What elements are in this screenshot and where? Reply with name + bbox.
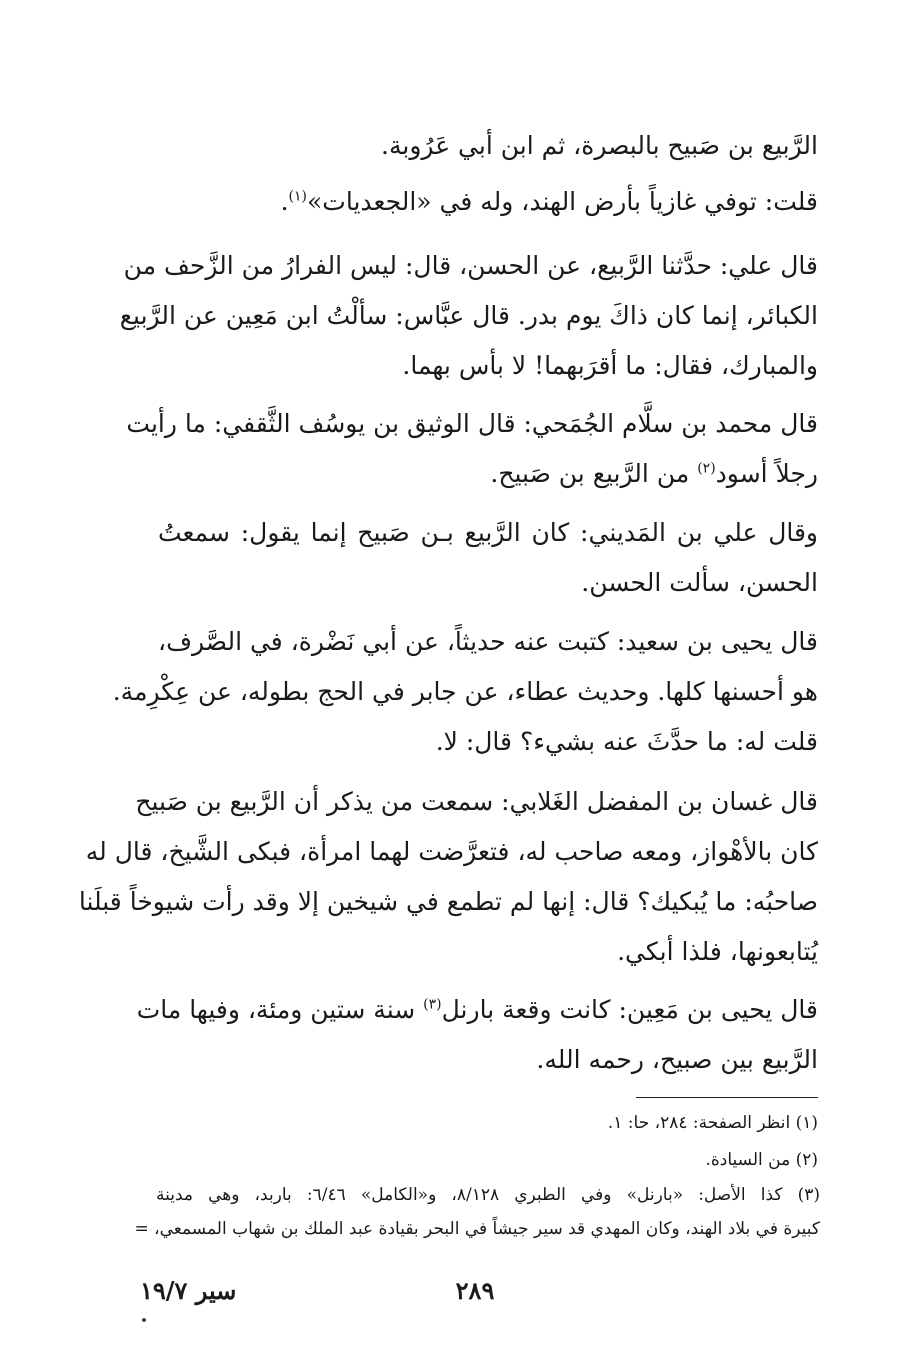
text-line: [136, 993, 818, 1027]
footnote: (١) انظر الصفحة: ٢٨٤، حا: ١.: [607, 1113, 818, 1133]
text-line: صاحبُه: ما يُبكيك؟ قال: إنها لم تطمع في شيخين إلا وقد رأت شيوخاً قبلَنا: [78, 887, 818, 916]
text-line: قال يحيى بن سعيد: كتبت عنه حديثاً، عن أبي نَضْرة، في الصَّرف،: [158, 627, 818, 656]
print-speck: [142, 1318, 146, 1322]
text-line: الكبائر، إنما كان ذاكَ يوم بدر. قال عبَّاس: سألْتُ ابن مَعِين عن الرَّبيع: [119, 301, 818, 330]
text-line: الرَّبيع بين صبيح، رحمه الله.: [536, 1045, 818, 1074]
text-span: سنة ستين ومئة، وفيها مات: [136, 995, 424, 1024]
text-line: قال محمد بن سلَّام الجُمَحي: قال الوثيق بن يوسُف الثَّقفي: ما رأيت: [126, 409, 818, 438]
page-number: ٢٨٩: [455, 1276, 495, 1305]
text-line: والمبارك، فقال: ما أقرَبهما! لا بأس بهما.: [402, 351, 818, 380]
text-span: .: [280, 187, 289, 216]
text-line: وقال علي بن المَديني: كان الرَّبيع بـن صَبيح إنما يقول: سمعتُ: [158, 518, 818, 547]
text-span: قلت: توفي غازياً بأرض الهند، وله في «الجعديات»: [307, 187, 818, 216]
text-line: [158, 185, 818, 219]
footnote-ref: (٢): [697, 460, 716, 477]
text-line: كان بالأهْواز، ومعه صاحب له، فتعرَّضت لهما امرأة، فبكى الشَّيخ، قال له: [85, 837, 818, 866]
footnote-divider: [636, 1097, 818, 1098]
text-span: قال يحيى بن مَعِين: كانت وقعة بارنل: [441, 995, 818, 1024]
text-line: الرَّبيع بن صَبيح بالبصرة، ثم ابن أبي عَرُوبة.: [381, 131, 818, 160]
text-line: قلت له: ما حدَّثَ عنه بشيء؟ قال: لا.: [435, 727, 818, 756]
footnote: كبيرة في بلاد الهند، وكان المهدي قد سير جيشاً في البحر بقيادة عبد الملك بن شهاب المسمعي، =: [134, 1219, 820, 1239]
text-line: قال غسان بن المفضل الغَلابي: سمعت من يذكر أن الرَّبيع بن صَبيح: [135, 787, 818, 816]
text-line: [158, 457, 818, 491]
text-span: رجلاً أسود: [715, 459, 818, 488]
footnote: (٣) كذا الأصل: «بارنل» وفي الطبري ٨/١٢٨، و«الكامل» ٦/٤٦: باربد، وهي مدينة: [156, 1185, 820, 1205]
signature-mark: سير ١٩/٧: [140, 1276, 237, 1305]
text-line: هو أحسنها كلها. وحديث عطاء، عن جابر في الحج بطوله، عن عِكْرِمة.: [112, 677, 818, 706]
text-line: يُتابعونها، فلذا أبكي.: [617, 937, 818, 966]
footnote: (٢) من السيادة.: [705, 1150, 818, 1170]
text-span: من الرَّبيع بن صَبيح.: [490, 459, 698, 488]
footnote-ref: (٣): [423, 996, 442, 1013]
text-line: الحسن، سألت الحسن.: [581, 568, 818, 597]
text-line: قال علي: حدَّثنا الرَّبيع، عن الحسن، قال: ليس الفرارُ من الزَّحف من: [123, 251, 818, 280]
footnote-ref: (١): [288, 188, 307, 205]
